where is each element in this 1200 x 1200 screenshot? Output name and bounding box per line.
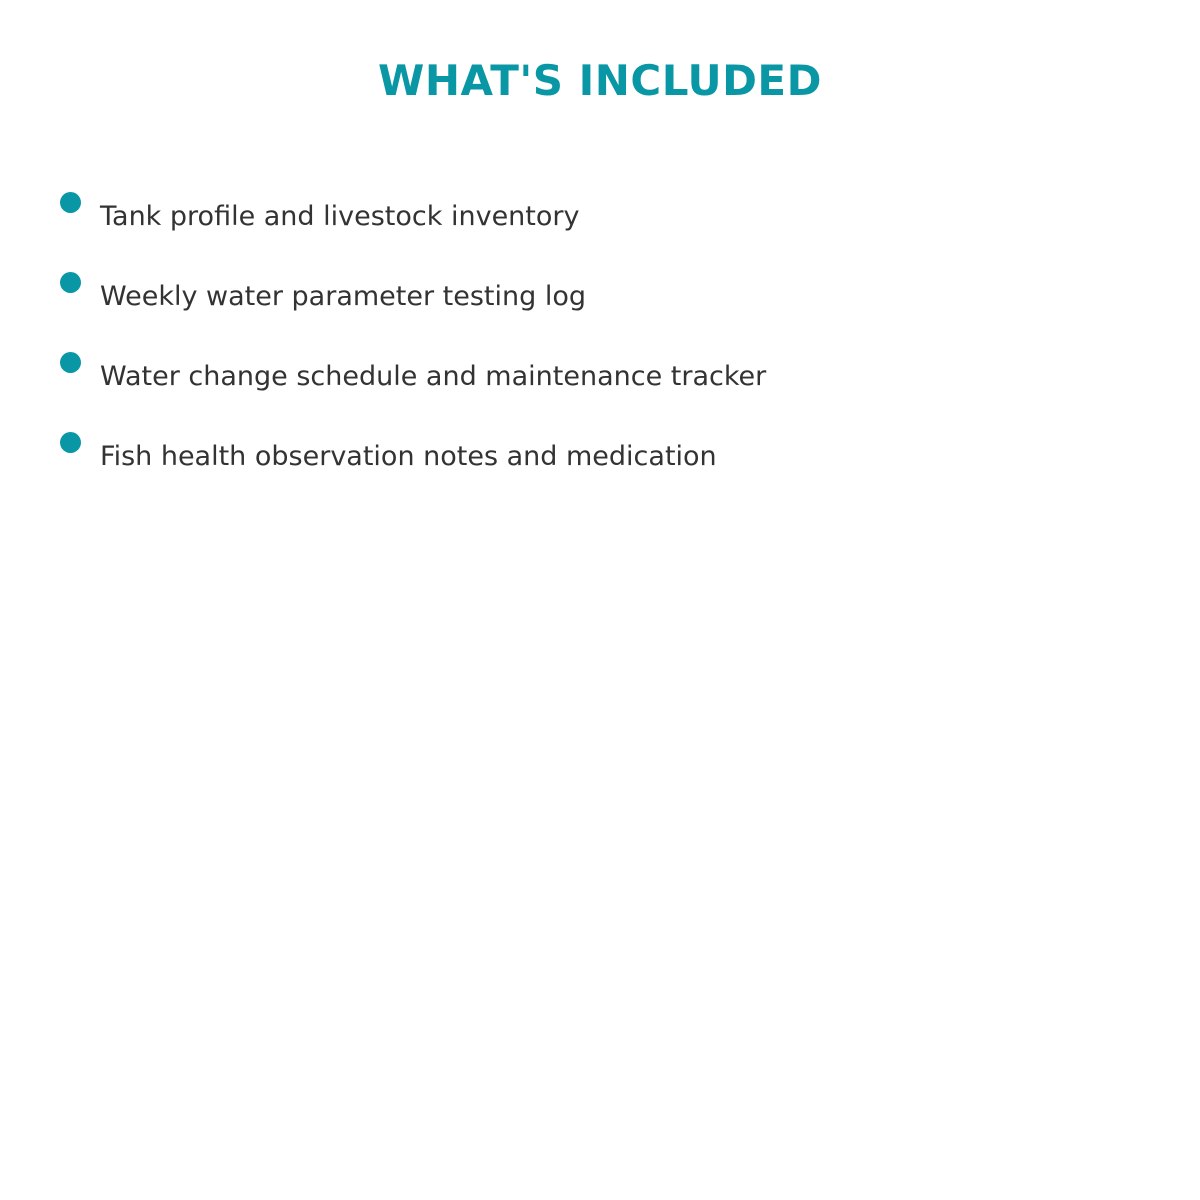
feature-text: Tank profile and livestock inventory <box>100 201 580 232</box>
list-item <box>60 432 1140 512</box>
feature-text: Weekly water parameter testing log <box>100 281 587 312</box>
bullet-icon <box>60 272 81 293</box>
list-item <box>60 352 1140 432</box>
bullet-icon <box>60 352 81 373</box>
list-item <box>60 192 1140 272</box>
list-item <box>60 272 1140 352</box>
bullet-icon <box>60 432 81 453</box>
page-title: WHAT'S INCLUDED <box>378 56 822 105</box>
bullet-icon <box>60 192 81 213</box>
feature-text: Water change schedule and maintenance tracker <box>100 361 767 392</box>
feature-text: Fish health observation notes and medication <box>100 441 717 472</box>
feature-list <box>60 192 1140 512</box>
